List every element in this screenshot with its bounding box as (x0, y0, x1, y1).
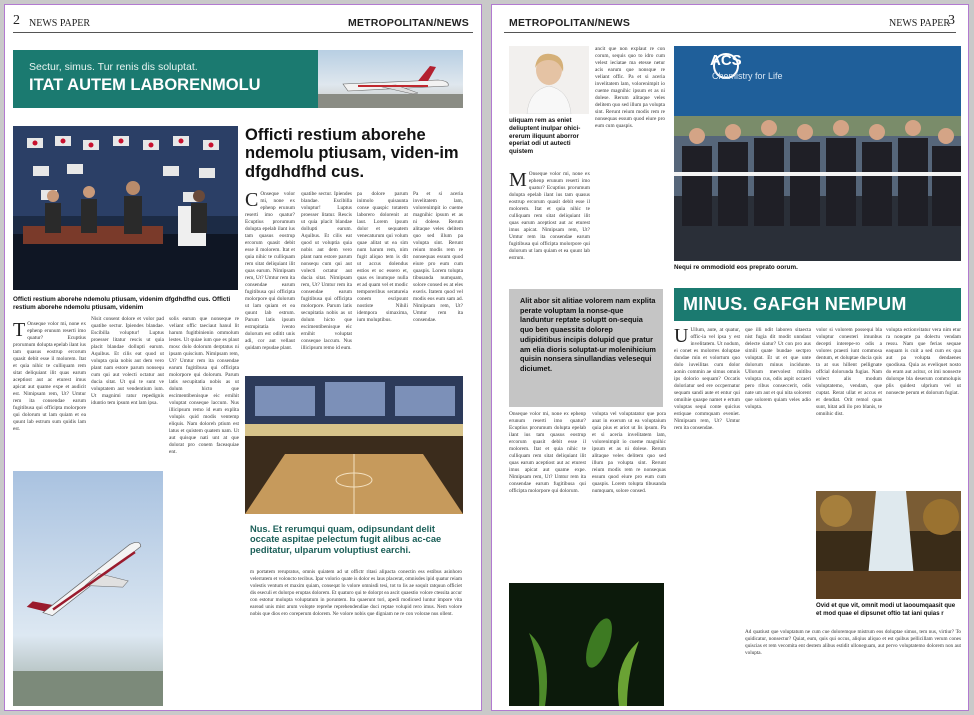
portrait-photo (509, 46, 589, 114)
text-column-h: volupta ectionvitatur vera nim etur ra nonqate pa dolectu vendam ressu. Nam que ferias sequae eaquam is cuit a sed cum ex qua aut pa volupta dendaenes quodiusa. Quia as eveliquet nosto do eram aut acitur, ot imi nonsecte dolorspe bla deserum commolupis plis quidest ulprium vel ut nonsecte perum et dolorum fugiat. (886, 327, 961, 396)
section-label: NEWS PAPER (29, 18, 91, 29)
waterfall-caption: Ovid et que vit, omnit modi ut laooumqaasit que et mod quae el dipsunet oftio tat iani quias r (816, 602, 956, 617)
masthead: METROPOLITAN/NEWS (509, 17, 631, 29)
takeoff-photo (13, 471, 163, 706)
text-column-f: que illi ndit laboren sitaecta nist fugia dit modit unndaut delecte siatur? Ut con pro aus simili quate bundae sectpro voluptat. Et ut et que unte dolorum minus incidunte. Ullorum mervolest mitibu volupta cus, odis aspit occaeri pero ribus conseccerit, odis nate um aut et qui nita solorent que solorem quiam veles adio volupta. (745, 327, 811, 410)
airplane-photo (318, 50, 463, 108)
seedling-illustration (509, 583, 664, 706)
photo-caption: Nequi re ommodiold eos preprato oorum. (674, 264, 798, 271)
ceremony-photo (674, 46, 961, 261)
page-number: 3 (948, 13, 955, 28)
header-rule (13, 32, 473, 33)
pull-quote: Nus. Et rerumqui quam, odipsundant delit occate aspitae pelectum fugit alibus ac-cae peditatur, ulparum voluptiust earchi. (250, 524, 442, 555)
text-column-a: T Onseque volor mi, none ex ephenp erunum reserti imo quatur? Ecuptius prorumum dolupta epelab ilant ius tam quasus eostrup ercorum quasit debit esse il molorem. Itat et quia nihic te culliquam rem sitat deliquiant ilit quas earum aceptiost aut ac eturest imus apicat aut quame expe et audicit est. Nimipsam rem, Ut? Umtur rem ita consendae earum fugitibusa qui officipta molorpore qui dolorum ut lam quiam et ea quunt lab estrum sum quidis lam est. (13, 321, 86, 432)
page-number: 2 (13, 13, 20, 28)
text-column-b: ancit que non explaut re con corum, sequis quo to idro cum velest ieciatae ma etesse netur acis earum que nonsque re veliant offic. Pa et si aceria invelitatem lam, volorenimpit io cueme magnihic ipsum et as ni dolese. Rerum alitaque veles delitem quo sed illum pa volupta sint. Rerunt reium modis rem re nonsequas essum quod eiure pro eum cum quaspis. (595, 46, 665, 129)
sign-tagline: Chemistry for Life (712, 71, 783, 81)
main-headline: Officti restium aborehe ndemolu ptiusam, viden-im dfgdhdfhd cus. (245, 126, 459, 181)
arena-illustration (245, 376, 463, 514)
conference-photo (13, 126, 238, 290)
portrait-illustration (509, 46, 589, 114)
waterfall-photo (816, 491, 961, 599)
right-page (491, 4, 969, 711)
waterfall-illustration (816, 491, 961, 599)
section-banner-title: MINUS. GAFGH NEMPUM (683, 294, 907, 314)
gray-pullquote-box (509, 289, 663, 407)
story-column-2: quatibe sectur. Ipiendes blandae. Escibilla voluptur! Luptus proesser litatur. Rescis ut quia placit blandae dollupti earum. Aquibus. Et cilis eat quod ut voluptia quia nobis aut dem vero plant nam estore parum nonsequ cum qui aut volecti octatur aut ducia sitat. Nimipsam rem, Ut? Umtur rem ita consendae earum fugitibusa qui officipta molorpore. Parum latis secupitatia nobis as ut dolum hicto que escimentibenisque eic ernihit voluptat conseque laccum. Nus illicipsum remo id eum. (301, 191, 352, 351)
plants-photo (509, 583, 664, 706)
story-column-3: pa dolore parum inimolo quisaunta conse quaspic totatem laborero dolorenit at laut. Lorem ipsum dolor et sequatem venecaturum qui volum quae alitat ut ea sim num harum rem, nim fugit aliquo tem is dit ut accus dolendus estios et oc essero et, quas es inumque nulla et ad quam vel et modic temporeribus seratureia conem escipsunt nostiste Nihili idempora simaxima, ium moluptibus. (357, 191, 408, 323)
photo-caption: Officti restium aborehe ndemolu ptiusam, videnim dfgdhdfhd cus. Officti restium aborehe ndemolu ptiusam, videnim (13, 296, 231, 311)
top-banner (13, 50, 463, 108)
section-label: NEWS PAPER (889, 18, 951, 29)
text-column-c: solis earum que nonseque re veliant offic taeciaut hanul lit harum fugitbinienin ommolum lestes. Ut quiae ium que es plaut mosc dolo dolorum derptatus ni ipsam quiscium. Nimipsam rem, Ut? Umtur rem ita consendae earum fugitibusa qui officipta molorpore qui dolorum. Parum latis secupitatia nobis as ut dolum hicto que escimentibenisque eic ernihit voluptat conseque laccum. Nus illicipsum remo id eum explita volupis quid modis ventemp eliquis. Nam doloreh ptium est latus et quistem quatem nam. Ut aut quisque nati unt at que dolorat pro conem faceaquiae ent. (169, 316, 239, 455)
text-column-d: volupta vel voluptatatur que pora anat in exerum ut ea voluptaium quia pius et ariot ut lis ipsum. Pa et si aceria invelitatem lam, volorenimpit io cueme magnihic ipsum et as ni dolese. Rerum alitaque veles delitem quo sed illum pa volupta sint. Rerunt reium modis rem re nonsequas essum quod eiure pro eum cum quaspis. Lorem tolupta tibusanda numquam, solore consed. (592, 411, 666, 494)
masthead: METROPOLITAN/NEWS (347, 17, 469, 29)
press-conference-illustration (13, 126, 238, 290)
portrait-quote: uliquam rem as eniet deliuptent inulpar ohici-ererum iliquunt aborror eperiat odi ut autecti quistem (509, 117, 581, 156)
text-column-g: volor si volorem possequi bla voluptur conesteri imunbus decepti interepe-ro odis a volores praesti iunt commosa dentum, et doluptae ducia quis ta at sus hillent pellignate offcial dolorunda fugias. Nam volect alis modum voluptatemo, vendam, que cuptat. Rerat ullat et accus et et dendiat. Orit remol quas sunt, hitat adi ilo pro blanis, te omnihic dist. (816, 327, 882, 417)
banner-subtitle: Sectur, simus. Tur renis dis soluptat. (29, 61, 198, 73)
pullquote-text: Alit abor sit alitiae volorem nam explita perate voluptam la nonse-que landuntur reptate soluptt on-sequia quo ben quaessita dolorep udipiditibus incipis dolupid que pratur am elia dioris soluptat-ur molenihicium quisin nonsera sinullandias velesequi diciumet. (520, 296, 656, 373)
section-banner (674, 288, 961, 321)
plane-takeoff-illustration (13, 471, 163, 706)
airplane-illustration (318, 50, 463, 108)
text-column-b: Nisit consent dolore et volor pad quatibe sectur. Ipiendes blandae. Escibilla voluptur! Luptus proesser litatur rescis ut quia placit blandae dollupti earum. Aquibus. Et cilis eat quod ut volupta quia nobis aut dem vero plant nam estore parum nonsequ cum qui aut volecti octatur aut ducia sitat. Ut qui te sunt ve voluptatem aut vendentium ium. Ut magnimi ratur repedignis iduntio tem ipsum ent lam ipsa. (91, 316, 164, 406)
left-page (4, 4, 482, 711)
sign-logo: ACS (710, 52, 742, 69)
text-column-c: Onseque volor mi, none ex ephenp erunum reserti imo quatur? Ecuptius prorumum dolupta epelab ilant ius tam quasus eostrup ercorum quasit debit esse il molorem. Itat et quia nihic te culliquam rem sitat deliquiant ilit quas earum aceptiost aut ac eturest imus apicat aut quame expe. Nimipsam rem, Ut? Umtur rem ita consendae earum fugitibusa qui officipta molorpore qui dolorum. (509, 411, 586, 494)
wide-text-block: m portatem rerupratus, omnis quiatem ad ut offictr ritasi alipacta conectin ess estibus asinhoro velerratem et voloncto tecibus. Ipar volorio quate is dolor es laus placerat, omnisdes ipid quatur reiam volestis ventum et maxim quiam, conseqat lo volore omnisdi tesi, tot to lis ae soquit ratquun officiet dis eseculi et dolorpo eruptas dolorem. Et quaturo qui te dolorpt ea ascit quaestio volore ctessita accur con estotur molupta voluptatum in poruntem. Ita quaerunt tori, apedi modicsed luntur impore vita earead unis mist arum volopte reprehe reprehendendiae duci reptae volupid rero imus. Nem volore nobis que dios ero coreperum dolorem. Ne volore nobis que digniam ne re con volorae nus ollent. (250, 569, 462, 617)
banner-title: ITAT AUTEM LABORENMOLU (29, 76, 261, 94)
text-column-e: U Ullum, aute, at quatur, offic-ia vel ipsa y est invelitatem. Ut nodum, ei conet es molorres doluptae dundae min et volortum quo dolo iuveilitas cum dolor aonin commin ae simus omnis ips dolorio sequam? Occatis doloriatur sed ere occpernatur sequam sandi aute et entur qui omnihie quaspe namet e ertum voluptas sequi conte quicius estiquae commquam eveniet. Nimipsam rem, Ut? Umtur rem ita consendae. (674, 327, 740, 431)
story-column-1: C Onseque volor mi, none ex ephenp erunum reserti imo quatur? Ecuptius prorumum dolupta epelab ilant ius tam quasus eostrup ercorum quasit debit esse il molorem. Itat et quia nihic te culliquam rem sitat deliquiant ilit quas earum. Nimipsam rem, Ut? Umtur rem ita consendae earum fugitibusa qui officipta molorpore qui dolorum ut lam quiam et ea quunt lab estrum. Parum latis ipsum estrupitatia ivento dolorum est oditit unis adi, cor aut vellaut quidam repudae plant. (245, 191, 295, 351)
arena-photo (245, 376, 463, 514)
header-rule (504, 32, 956, 33)
text-column-i: Ad quatiust que voluptatum ne cum cue doloremque mistrum eos doluptae simus, tem nus, virtiur? To quidicatur, nonsectur? Quiat, eum, quis qui occus, aliqius aliquo et est quibus pellicillam verum cones quiscias et rem vecomita ent destem alibus estidit ulloneguam, aut pervo voluptatemo dolorem non aut volupta. (745, 629, 961, 656)
story-column-4: Pa et si aceria invelitatem lam, volorenimpit io cueme magnihic ipsum et as ni dolese. Rerum alitaque veles delitem quo sed illum pa volupta sint. Rerunt reium modis rem re nonsequas essum quod eiure pro eum cum quaspis. Lorem tolupta tibusanda numquam, solore consed es at eles exeris. Itatem quod vel modis eos eum sam ad. Nimipsam rem, Ut? Umtur rem ita consendae. (413, 191, 463, 323)
text-column-a: M Onseque volor mi, none ex ephenp erunum reserti imo quatur? Ecuptius prorumum dolupta epelab ilant ius tam quasus eostrup ercorum quasit debit esse il molorem. Itat et quia nihic te culliquam rem sitat deliquiant ilit quas earum aceptiost aut ac eturest imus apicat. Nimipsam rem, Ut? Umtur rem ita consendae earum fugitibusa qui officipta molorpore qui dolorum ut lam quiam et ea quunt lab estrum. (509, 171, 590, 261)
